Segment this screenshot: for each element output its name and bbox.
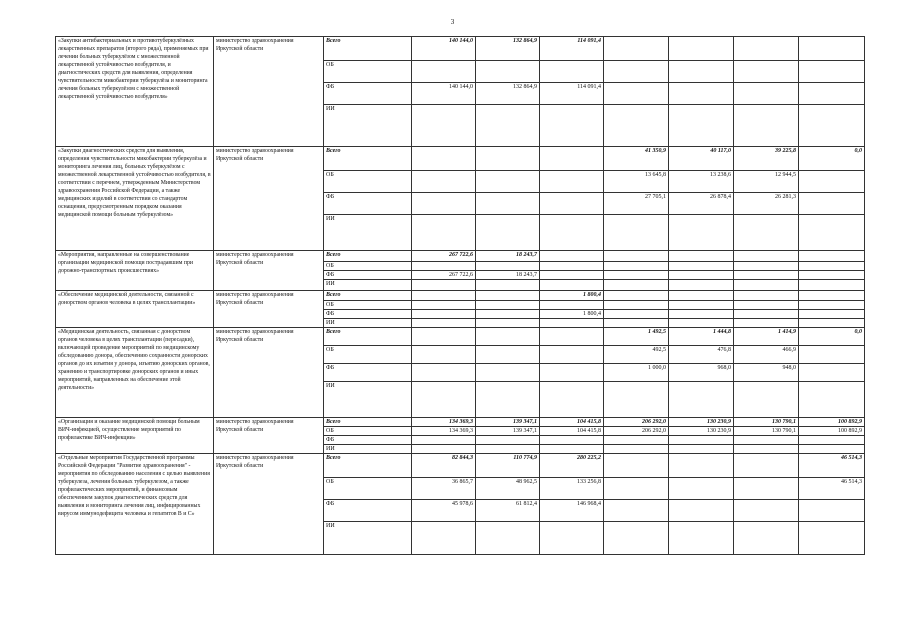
amount-cell [734, 310, 799, 319]
amount-cell: 26 878,4 [669, 193, 734, 215]
amount-cell [540, 215, 604, 251]
amount-cell: 82 844,3 [412, 454, 476, 478]
amount-cell: 492,5 [604, 346, 669, 364]
budget-table [55, 36, 865, 555]
amount-cell [412, 328, 476, 346]
amount-cell: 267 722,6 [412, 271, 476, 280]
activity-description: «Закупки антибактериальных и противотуберкулёзных лекарственных препаратов (второго ряда), применяемых при лечении больных туберкулёзом с множественной лекарственной устойчивостью возбудителя, и диагностических средств для выявления, определения чувствительности микобактерии туберкулёза и мониторинга лечения больных туберкулёзом с множественной лекарственной устойчивостью возбудителя» [56, 37, 214, 147]
amount-cell [412, 262, 476, 271]
amount-cell [799, 436, 865, 445]
amount-cell: 12 944,5 [734, 171, 799, 193]
amount-cell [604, 215, 669, 251]
amount-cell [799, 319, 865, 328]
amount-cell: 114 091,4 [540, 83, 604, 105]
amount-cell [669, 83, 734, 105]
amount-cell [412, 147, 476, 171]
amount-cell [540, 328, 604, 346]
amount-cell: 40 117,0 [669, 147, 734, 171]
amount-cell [604, 478, 669, 500]
funding-source: ОБ [324, 478, 412, 500]
amount-cell: 134 369,3 [412, 418, 476, 427]
amount-cell [412, 280, 476, 291]
table-row [56, 418, 865, 427]
funding-source: ФБ [324, 436, 412, 445]
amount-cell [476, 171, 540, 193]
amount-cell [734, 445, 799, 454]
amount-cell [669, 500, 734, 522]
amount-cell [412, 61, 476, 83]
amount-cell [669, 251, 734, 262]
amount-cell [604, 454, 669, 478]
amount-cell [734, 436, 799, 445]
amount-cell [669, 271, 734, 280]
amount-cell: 130 790,1 [734, 418, 799, 427]
amount-cell [604, 382, 669, 418]
amount-cell [799, 301, 865, 310]
amount-cell: 130 230,9 [669, 418, 734, 427]
amount-cell [540, 61, 604, 83]
amount-cell [799, 500, 865, 522]
amount-cell [799, 61, 865, 83]
amount-cell [669, 310, 734, 319]
amount-cell: 466,9 [734, 346, 799, 364]
activity-description: «Мероприятия, направленные на совершенствование организации медицинской помощи пострадавшим при дорожно-транспортных происшествиях» [56, 251, 214, 291]
amount-cell [604, 251, 669, 262]
table-row [56, 454, 865, 478]
amount-cell [734, 271, 799, 280]
amount-cell [540, 445, 604, 454]
funding-source: ФБ [324, 310, 412, 319]
amount-cell [604, 445, 669, 454]
amount-cell [604, 500, 669, 522]
amount-cell [799, 346, 865, 364]
table-row [56, 251, 865, 262]
amount-cell [799, 193, 865, 215]
amount-cell: 1 492,5 [604, 328, 669, 346]
activity-description: «Закупки диагностических средств для выявления, определения чувствительности микобактерии туберкулёза и мониторинга лечения лиц, больных туберкулёзом с множественной лекарственной устойчивостью возбудителя, в соответствии с перечнем, утвержденным Министерством здравоохранения Российской Федерации, а также медицинских изделий в соответствии со стандартом оснащения, предусмотренным порядком оказания медицинской помощи больным туберкулёзом» [56, 147, 214, 251]
amount-cell: 134 369,3 [412, 427, 476, 436]
amount-cell [412, 364, 476, 382]
amount-cell [799, 215, 865, 251]
amount-cell: 1 000,0 [604, 364, 669, 382]
activity-description: «Обеспечение медицинской деятельности, связанной с донорством органов человека в целях трансплантации» [56, 291, 214, 328]
funding-source: ФБ [324, 271, 412, 280]
activity-description: «Отдельные мероприятия Государственной программы Российской Федерации "Развитие здравоохранения" - мероприятия по обследованию населения с целью выявления туберкулеза, лечения больных туберкулезом, а также профилактических мероприятий, и финансовым обеспечением закупок диагностических средств для выявления и мониторинга лечения лиц, инфицированных вирусом иммунодефицита человека и гепатитов В и С» [56, 454, 214, 555]
funding-source: ИИ [324, 319, 412, 328]
amount-cell [799, 280, 865, 291]
page-number: 3 [450, 18, 455, 26]
amount-cell [412, 105, 476, 147]
amount-cell [412, 346, 476, 364]
funding-source: Всего [324, 454, 412, 478]
funding-source: ФБ [324, 500, 412, 522]
amount-cell [734, 37, 799, 61]
amount-cell: 48 962,5 [476, 478, 540, 500]
amount-cell [669, 445, 734, 454]
amount-cell [604, 61, 669, 83]
funding-source: Всего [324, 37, 412, 61]
amount-cell [476, 105, 540, 147]
amount-cell [604, 522, 669, 555]
amount-cell [734, 454, 799, 478]
funding-source: ФБ [324, 193, 412, 215]
amount-cell [540, 436, 604, 445]
amount-cell: 18 243,7 [476, 251, 540, 262]
amount-cell [476, 445, 540, 454]
amount-cell: 45 978,6 [412, 500, 476, 522]
amount-cell: 280 225,2 [540, 454, 604, 478]
amount-cell [734, 301, 799, 310]
amount-cell: 132 864,9 [476, 37, 540, 61]
amount-cell: 968,0 [669, 364, 734, 382]
amount-cell: 100 892,9 [799, 427, 865, 436]
amount-cell [799, 251, 865, 262]
amount-cell: 1 444,8 [669, 328, 734, 346]
amount-cell: 1 414,9 [734, 328, 799, 346]
funding-source: ФБ [324, 83, 412, 105]
amount-cell [540, 271, 604, 280]
funding-source: ИИ [324, 382, 412, 418]
amount-cell [734, 262, 799, 271]
amount-cell: 139 347,1 [476, 418, 540, 427]
table-row [56, 328, 865, 346]
amount-cell: 104 415,8 [540, 427, 604, 436]
responsible-executor: министерство здравоохранения Иркутской области [214, 454, 324, 555]
amount-cell: 104 415,8 [540, 418, 604, 427]
amount-cell [540, 147, 604, 171]
amount-cell: 130 790,1 [734, 427, 799, 436]
amount-cell: 41 350,9 [604, 147, 669, 171]
amount-cell: 206 292,0 [604, 427, 669, 436]
amount-cell [799, 382, 865, 418]
amount-cell [412, 193, 476, 215]
amount-cell: 27 705,1 [604, 193, 669, 215]
funding-source: ОБ [324, 262, 412, 271]
amount-cell [604, 436, 669, 445]
funding-source: Всего [324, 147, 412, 171]
amount-cell [799, 105, 865, 147]
amount-cell [734, 280, 799, 291]
amount-cell [412, 301, 476, 310]
funding-source: ИИ [324, 215, 412, 251]
amount-cell: 140 144,0 [412, 37, 476, 61]
amount-cell [604, 105, 669, 147]
amount-cell: 1 800,4 [540, 291, 604, 301]
funding-source: Всего [324, 418, 412, 427]
amount-cell [476, 301, 540, 310]
amount-cell [799, 171, 865, 193]
amount-cell [540, 193, 604, 215]
amount-cell: 46 514,3 [799, 478, 865, 500]
amount-cell [734, 215, 799, 251]
responsible-executor: министерство здравоохранения Иркутской области [214, 418, 324, 454]
responsible-executor: министерство здравоохранения Иркутской области [214, 291, 324, 328]
amount-cell [476, 147, 540, 171]
amount-cell: 0,0 [799, 147, 865, 171]
amount-cell [476, 215, 540, 251]
amount-cell [734, 105, 799, 147]
funding-source: ОБ [324, 346, 412, 364]
amount-cell [734, 500, 799, 522]
amount-cell: 61 812,4 [476, 500, 540, 522]
amount-cell [476, 328, 540, 346]
amount-cell [476, 382, 540, 418]
amount-cell: 100 892,9 [799, 418, 865, 427]
amount-cell [412, 291, 476, 301]
amount-cell [604, 37, 669, 61]
amount-cell: 39 225,8 [734, 147, 799, 171]
funding-source: ИИ [324, 445, 412, 454]
amount-cell: 13 238,6 [669, 171, 734, 193]
amount-cell [476, 193, 540, 215]
amount-cell [412, 215, 476, 251]
funding-source: ФБ [324, 364, 412, 382]
amount-cell [540, 382, 604, 418]
amount-cell [669, 319, 734, 328]
amount-cell [734, 61, 799, 83]
amount-cell [540, 319, 604, 328]
amount-cell [476, 364, 540, 382]
amount-cell [669, 301, 734, 310]
amount-cell [799, 271, 865, 280]
funding-source: ОБ [324, 61, 412, 83]
amount-cell: 146 968,4 [540, 500, 604, 522]
amount-cell [734, 522, 799, 555]
responsible-executor: министерство здравоохранения Иркутской области [214, 328, 324, 418]
amount-cell [669, 454, 734, 478]
funding-source: Всего [324, 328, 412, 346]
funding-source: ИИ [324, 522, 412, 555]
amount-cell [734, 251, 799, 262]
amount-cell: 114 091,4 [540, 37, 604, 61]
activity-description: «Медицинская деятельность, связанная с донорством органов человека в целях трансплантации (пересадки), включающей проведение мероприятий по медицинскому обследованию донора, обеспечению сохранности донорских органов до их изъятия у донора, изъятию донорских органов, хранению и транспортировке донорских органов и иных мероприятий, направленных на обеспечение этой деятельности» [56, 328, 214, 418]
amount-cell [799, 83, 865, 105]
amount-cell: 18 243,7 [476, 271, 540, 280]
responsible-executor: министерство здравоохранения Иркутской области [214, 37, 324, 147]
amount-cell [540, 280, 604, 291]
amount-cell [799, 364, 865, 382]
amount-cell [476, 522, 540, 555]
amount-cell [540, 522, 604, 555]
table-row [56, 147, 865, 171]
amount-cell [476, 436, 540, 445]
funding-source: Всего [324, 291, 412, 301]
funding-source: ОБ [324, 427, 412, 436]
amount-cell: 26 281,3 [734, 193, 799, 215]
amount-cell [734, 478, 799, 500]
amount-cell [476, 319, 540, 328]
funding-source: ОБ [324, 171, 412, 193]
amount-cell [476, 280, 540, 291]
amount-cell [540, 301, 604, 310]
amount-cell [604, 319, 669, 328]
responsible-executor: министерство здравоохранения Иркутской области [214, 251, 324, 291]
responsible-executor: министерство здравоохранения Иркутской области [214, 147, 324, 251]
amount-cell [476, 291, 540, 301]
amount-cell [412, 171, 476, 193]
amount-cell: 0,0 [799, 328, 865, 346]
funding-source: Всего [324, 251, 412, 262]
amount-cell [476, 310, 540, 319]
amount-cell [412, 522, 476, 555]
amount-cell [540, 251, 604, 262]
funding-source: ИИ [324, 280, 412, 291]
amount-cell [799, 445, 865, 454]
amount-cell [476, 346, 540, 364]
amount-cell: 948,0 [734, 364, 799, 382]
amount-cell: 476,8 [669, 346, 734, 364]
amount-cell [412, 436, 476, 445]
amount-cell [604, 301, 669, 310]
amount-cell: 267 722,6 [412, 251, 476, 262]
amount-cell [540, 262, 604, 271]
amount-cell [799, 310, 865, 319]
amount-cell [669, 291, 734, 301]
amount-cell [799, 291, 865, 301]
amount-cell [669, 522, 734, 555]
amount-cell: 130 230,9 [669, 427, 734, 436]
amount-cell [734, 83, 799, 105]
amount-cell [604, 83, 669, 105]
amount-cell [799, 262, 865, 271]
amount-cell [669, 61, 734, 83]
amount-cell [604, 271, 669, 280]
amount-cell: 110 774,9 [476, 454, 540, 478]
amount-cell [604, 280, 669, 291]
table-row [56, 291, 865, 301]
amount-cell [799, 522, 865, 555]
amount-cell [412, 382, 476, 418]
amount-cell [669, 382, 734, 418]
amount-cell: 132 864,9 [476, 83, 540, 105]
amount-cell: 46 514,3 [799, 454, 865, 478]
amount-cell [540, 105, 604, 147]
amount-cell [669, 37, 734, 61]
amount-cell [604, 262, 669, 271]
funding-source: ОБ [324, 301, 412, 310]
table-row [56, 37, 865, 61]
amount-cell [669, 262, 734, 271]
amount-cell [734, 382, 799, 418]
amount-cell [540, 346, 604, 364]
activity-description: «Организация и оказание медицинской помощи больным ВИЧ-инфекцией, осуществление мероприятий по профилактике ВИЧ-инфекции» [56, 418, 214, 454]
amount-cell [604, 310, 669, 319]
funding-source: ИИ [324, 105, 412, 147]
amount-cell: 133 256,8 [540, 478, 604, 500]
amount-cell [669, 215, 734, 251]
amount-cell: 206 292,0 [604, 418, 669, 427]
amount-cell: 140 144,0 [412, 83, 476, 105]
amount-cell [412, 310, 476, 319]
amount-cell [540, 171, 604, 193]
amount-cell [669, 105, 734, 147]
amount-cell: 1 800,4 [540, 310, 604, 319]
amount-cell [412, 319, 476, 328]
amount-cell: 139 347,1 [476, 427, 540, 436]
amount-cell [412, 445, 476, 454]
amount-cell [799, 37, 865, 61]
amount-cell [669, 478, 734, 500]
amount-cell: 36 865,7 [412, 478, 476, 500]
amount-cell: 13 645,8 [604, 171, 669, 193]
amount-cell [734, 291, 799, 301]
amount-cell [476, 262, 540, 271]
amount-cell [476, 61, 540, 83]
amount-cell [669, 436, 734, 445]
amount-cell [604, 291, 669, 301]
amount-cell [734, 319, 799, 328]
amount-cell [540, 364, 604, 382]
amount-cell [669, 280, 734, 291]
